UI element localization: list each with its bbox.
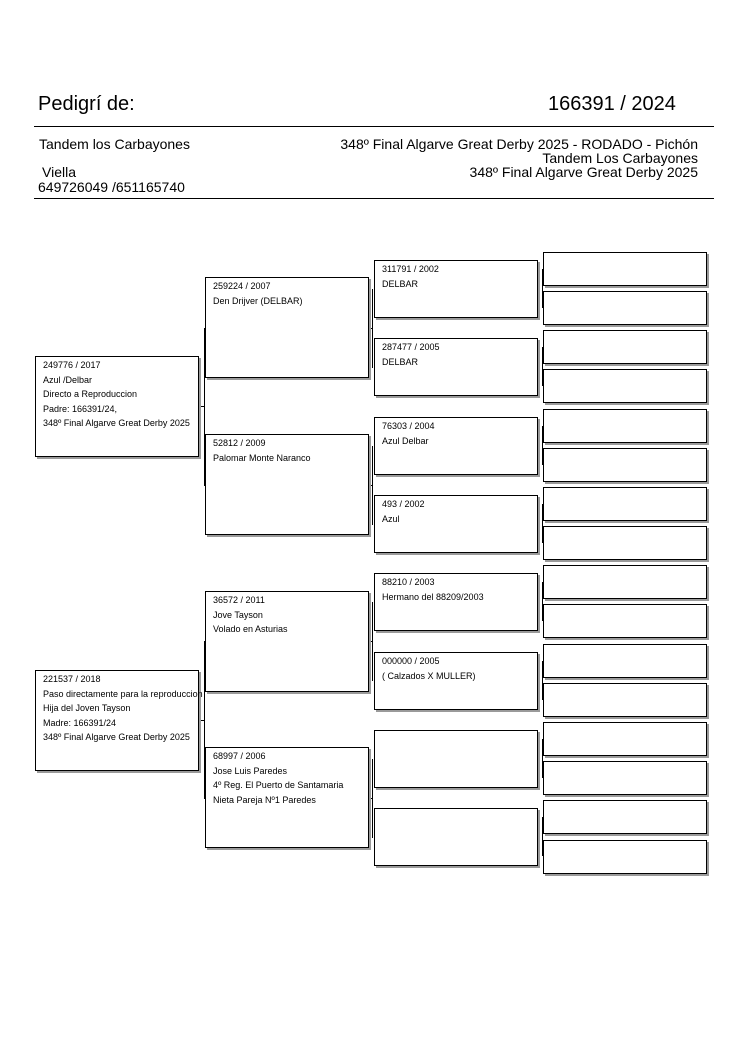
great-grandparent-ring: 88210 / 2003 bbox=[382, 577, 435, 587]
great-grandparent-ring: 000000 / 2005 bbox=[382, 656, 440, 666]
race-line-3: 348º Final Algarve Great Derby 2025 bbox=[469, 164, 698, 180]
great-grandparent-card-1[interactable] bbox=[374, 260, 538, 318]
race-line-1: 348º Final Algarve Great Derby 2025 - RODADO - Pichón bbox=[340, 136, 698, 152]
ancestor-slot[interactable] bbox=[543, 565, 707, 599]
ancestor-slot[interactable] bbox=[543, 722, 707, 756]
grandparent-card-3[interactable] bbox=[205, 591, 369, 692]
grandparent-note: 4º Reg. El Puerto de Santamaria bbox=[213, 780, 344, 790]
dam-race: 348º Final Algarve Great Derby 2025 bbox=[43, 732, 190, 742]
dam-parent: Hija del Joven Tayson bbox=[43, 703, 131, 713]
dam-note: Paso directamente para la reproduccion bbox=[43, 688, 203, 699]
dam-relation: Madre: 166391/24 bbox=[43, 717, 117, 728]
great-grandparent-card-4[interactable] bbox=[374, 495, 538, 553]
ancestor-slot[interactable] bbox=[543, 487, 707, 521]
owner-phone: 649726049 /651165740 bbox=[38, 179, 185, 195]
ancestor-slot[interactable] bbox=[543, 448, 707, 482]
great-grandparent-name: Hermano del 88209/2003 bbox=[382, 591, 484, 602]
grandparent-note: Nieta Pareja Nº1 Paredes bbox=[213, 794, 316, 805]
ancestor-slot[interactable] bbox=[543, 800, 707, 834]
grandparent-ring: 68997 / 2006 bbox=[213, 751, 266, 761]
dam-ring: 221537 / 2018 bbox=[43, 674, 101, 684]
great-grandparent-name: DELBAR bbox=[382, 356, 419, 367]
great-grandparent-ring: 287477 / 2005 bbox=[382, 342, 440, 352]
great-grandparent-name: ( Calzados X MULLER) bbox=[382, 670, 476, 681]
sire-ring: 249776 / 2017 bbox=[43, 360, 101, 370]
sire-card[interactable] bbox=[35, 356, 199, 457]
grandparent-name: Jose Luis Paredes bbox=[213, 765, 288, 776]
grandparent-name: Jove Tayson bbox=[213, 609, 263, 620]
great-grandparent-ring: 76303 / 2004 bbox=[382, 421, 435, 431]
pedigree-title: Pedigrí de: bbox=[38, 93, 135, 115]
great-grandparent-name: DELBAR bbox=[382, 278, 419, 289]
grandparent-card-4[interactable] bbox=[205, 747, 369, 848]
ancestor-slot[interactable] bbox=[543, 604, 707, 638]
grandparent-card-2[interactable] bbox=[205, 434, 369, 535]
owner-name: Tandem los Carbayones bbox=[39, 136, 190, 152]
great-grandparent-card-7[interactable] bbox=[374, 730, 538, 788]
sire-relation: Padre: 166391/24, bbox=[43, 403, 118, 414]
ancestor-slot[interactable] bbox=[543, 369, 707, 403]
race-line-2: Tandem Los Carbayones bbox=[542, 150, 698, 166]
grandparent-note: Volado en Asturias bbox=[213, 624, 288, 634]
great-grandparent-card-2[interactable] bbox=[374, 338, 538, 396]
ancestor-slot[interactable] bbox=[543, 683, 707, 717]
great-grandparent-name: Azul Delbar bbox=[382, 435, 429, 446]
great-grandparent-name: Azul bbox=[382, 513, 400, 524]
great-grandparent-card-3[interactable] bbox=[374, 417, 538, 475]
ring-number: 166391 / 2024 bbox=[548, 93, 676, 115]
ancestor-slot[interactable] bbox=[543, 252, 707, 286]
grandparent-ring: 52812 / 2009 bbox=[213, 438, 266, 448]
great-grandparent-ring: 493 / 2002 bbox=[382, 499, 425, 509]
ancestor-slot[interactable] bbox=[543, 526, 707, 560]
ancestor-slot[interactable] bbox=[543, 409, 707, 443]
grandparent-name: Den Drijver (DELBAR) bbox=[213, 295, 303, 306]
sire-race: 348º Final Algarve Great Derby 2025 bbox=[43, 418, 190, 428]
great-grandparent-card-6[interactable] bbox=[374, 652, 538, 710]
grandparent-ring: 259224 / 2007 bbox=[213, 281, 271, 291]
dam-card[interactable] bbox=[35, 670, 203, 771]
ancestor-slot[interactable] bbox=[543, 840, 707, 874]
header-divider-bottom bbox=[34, 198, 714, 199]
great-grandparent-ring: 311791 / 2002 bbox=[382, 264, 439, 274]
ancestor-slot[interactable] bbox=[543, 761, 707, 795]
grandparent-card-1[interactable] bbox=[205, 277, 369, 378]
great-grandparent-card-5[interactable] bbox=[374, 573, 538, 631]
great-grandparent-card-8[interactable] bbox=[374, 808, 538, 866]
owner-town: Viella bbox=[42, 164, 76, 180]
ancestor-slot[interactable] bbox=[543, 291, 707, 325]
ancestor-slot[interactable] bbox=[543, 644, 707, 678]
header-divider-top bbox=[34, 126, 714, 127]
grandparent-ring: 36572 / 2011 bbox=[213, 595, 265, 605]
sire-note: Directo a Reproduccion bbox=[43, 389, 138, 399]
grandparent-name: Palomar Monte Naranco bbox=[213, 452, 311, 463]
sire-color: Azul /Delbar bbox=[43, 374, 93, 385]
ancestor-slot[interactable] bbox=[543, 330, 707, 364]
